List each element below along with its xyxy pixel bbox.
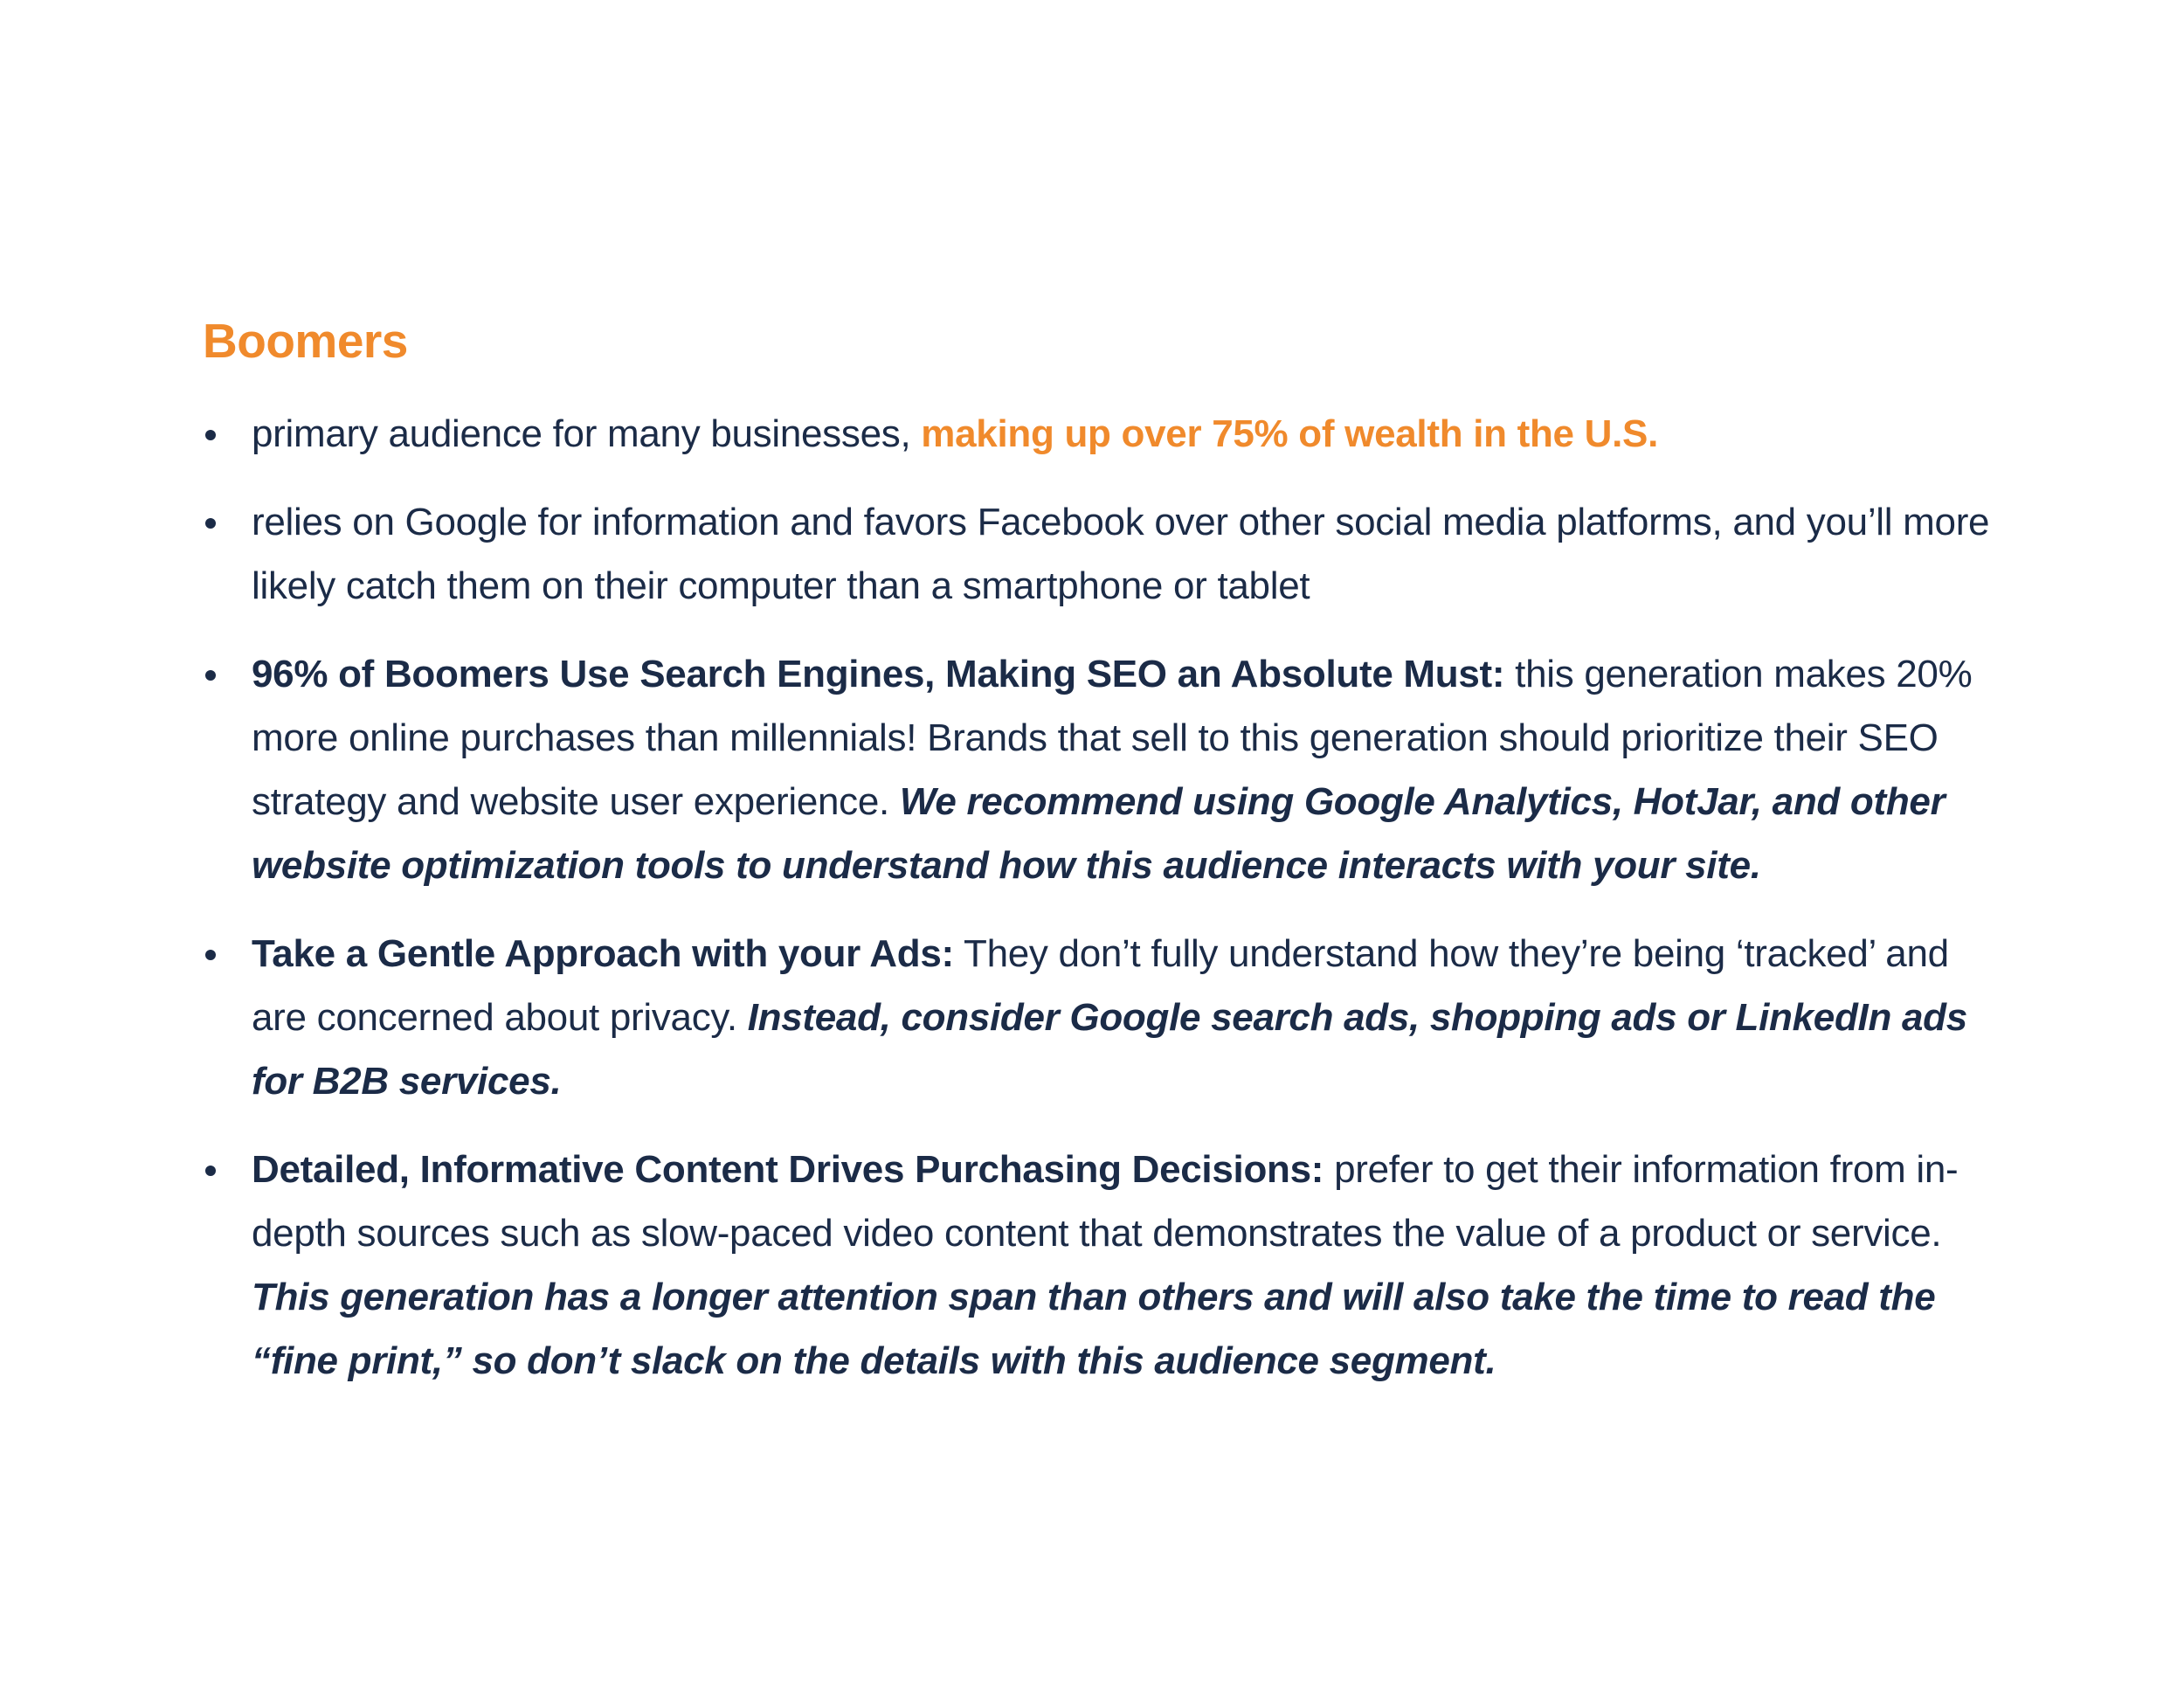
bullet-text: They don’t fully understand how they’re being ‘tracked’ and are concerned about privacy. xyxy=(252,932,1949,1039)
bullet-text: prefer to get their information from in-depth sources such as slow-paced video content that demonstrates the value of a product or service. xyxy=(252,1148,1959,1255)
bullet-accent-text: making up over 75% of wealth in the U.S. xyxy=(921,412,1659,455)
bullet-dot-icon xyxy=(205,950,216,960)
boomers-section xyxy=(203,308,2011,1417)
bullet-lead-text: Detailed, Informative Content Drives Purchasing Decisions: xyxy=(252,1148,1324,1191)
bullet-item xyxy=(203,642,2011,897)
bullet-item xyxy=(203,922,2011,1113)
bullet-text: relies on Google for information and favors Facebook over other social media platforms, and you’ll more likely catch them on their computer than a smartphone or tablet xyxy=(252,501,1990,607)
section-heading: Boomers xyxy=(203,314,408,368)
bullet-dot-icon xyxy=(205,1166,216,1176)
bullet-emphasis-text: We recommend using Google Analytics, HotJar, and other website optimization tools to understand how this audience interacts with your site. xyxy=(252,780,1946,887)
bullet-item xyxy=(203,402,2011,466)
bullet-item xyxy=(203,490,2011,618)
bullet-lead-text: 96% of Boomers Use Search Engines, Making SEO an Absolute Must: xyxy=(252,653,1505,695)
bullet-lead-text: Take a Gentle Approach with your Ads: xyxy=(252,932,954,975)
bullet-text: this generation makes 20% more online purchases than millennials! Brands that sell to this generation should prioritize their SEO strategy and website user experience. xyxy=(252,653,1973,823)
bullet-text: primary audience for many businesses, xyxy=(252,412,922,455)
bullet-list xyxy=(203,402,2011,1393)
bullet-emphasis-text: Instead, consider Google search ads, shopping ads or LinkedIn ads for B2B services. xyxy=(252,996,1967,1103)
bullet-dot-icon xyxy=(205,670,216,681)
bullet-dot-icon xyxy=(205,430,216,440)
bullet-emphasis-text: This generation has a longer attention span than others and will also take the time to read the “fine print,” so don’t slack on the details with this audience segment. xyxy=(252,1276,1936,1382)
bullet-item xyxy=(203,1138,2011,1393)
bullet-dot-icon xyxy=(205,518,216,529)
